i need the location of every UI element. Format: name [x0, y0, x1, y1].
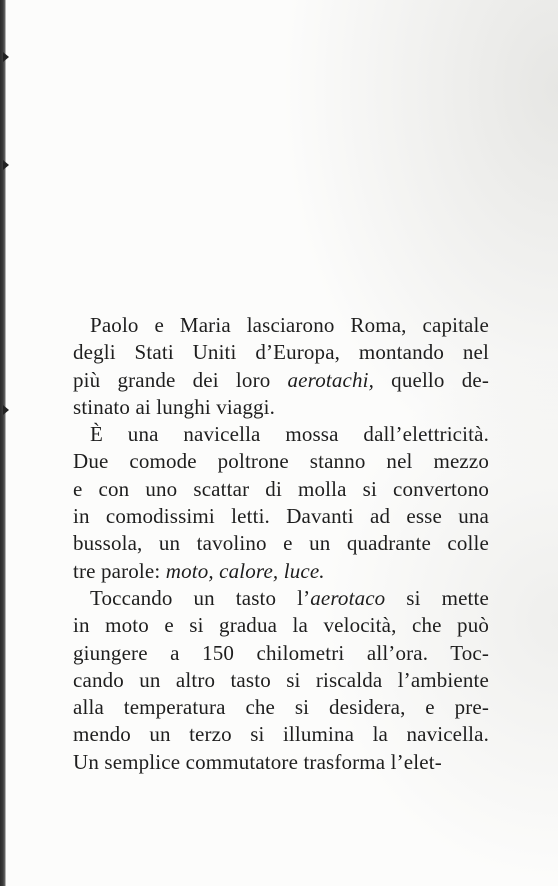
text-run: tre parole:	[73, 558, 166, 583]
text-run: Un semplice commutatore trasforma l’elet-	[73, 749, 442, 774]
text-run: e con uno scattar di molla si convertono	[73, 476, 489, 501]
binding-mark	[3, 405, 9, 415]
italic-term: moto, calore, luce.	[165, 558, 325, 583]
italic-term: aerotaco	[310, 585, 386, 610]
binding-mark	[3, 160, 9, 170]
text-line	[73, 339, 489, 366]
text-run: in moto e si gradua la velocità, che può	[73, 613, 489, 638]
text-line	[73, 530, 489, 557]
binding-edge	[0, 0, 6, 886]
text-line	[73, 394, 489, 421]
text-run: alla temperatura che si desidera, e pre-	[73, 695, 489, 720]
text-run: Due comode poltrone stanno nel mezzo	[73, 449, 489, 474]
text-run: cando un altro tasto si riscalda l’ambiente	[73, 667, 489, 692]
text-run: bussola, un tavolino e un quadrante colle	[73, 531, 489, 556]
text-run: più grande dei loro	[73, 367, 288, 392]
text-run: si mette	[385, 585, 489, 610]
text-run: quello de-	[374, 367, 489, 392]
text-line	[73, 448, 489, 475]
text-line	[73, 558, 489, 585]
text-run: stinato ai lunghi viaggi.	[73, 394, 276, 419]
text-run: Paolo e Maria lasciarono Roma, capitale	[90, 313, 489, 337]
binding-mark	[3, 52, 9, 62]
text-line	[73, 367, 489, 394]
text-line	[73, 476, 489, 503]
text-line	[73, 421, 489, 448]
text-line	[73, 721, 489, 748]
text-run: degli Stati Uniti d’Europa, montando nel	[73, 340, 489, 365]
text-line	[73, 694, 489, 721]
text-line	[73, 585, 489, 612]
text-run: giungere a 150 chilometri all’ora. Toc-	[73, 640, 489, 665]
text-run: È una navicella mossa dall’elettricità.	[90, 422, 489, 447]
text-line	[73, 640, 489, 667]
text-line	[73, 612, 489, 639]
text-line	[73, 503, 489, 530]
body-text	[73, 312, 489, 776]
text-run: in comodissimi letti. Davanti ad esse una	[73, 504, 489, 529]
text-line	[73, 312, 489, 339]
text-run: Toccando un tasto l’	[90, 585, 311, 610]
text-run: mendo un terzo si illumina la navicella.	[73, 722, 489, 747]
text-line	[73, 749, 489, 776]
italic-term: aerotachi,	[287, 367, 374, 392]
text-line	[73, 667, 489, 694]
